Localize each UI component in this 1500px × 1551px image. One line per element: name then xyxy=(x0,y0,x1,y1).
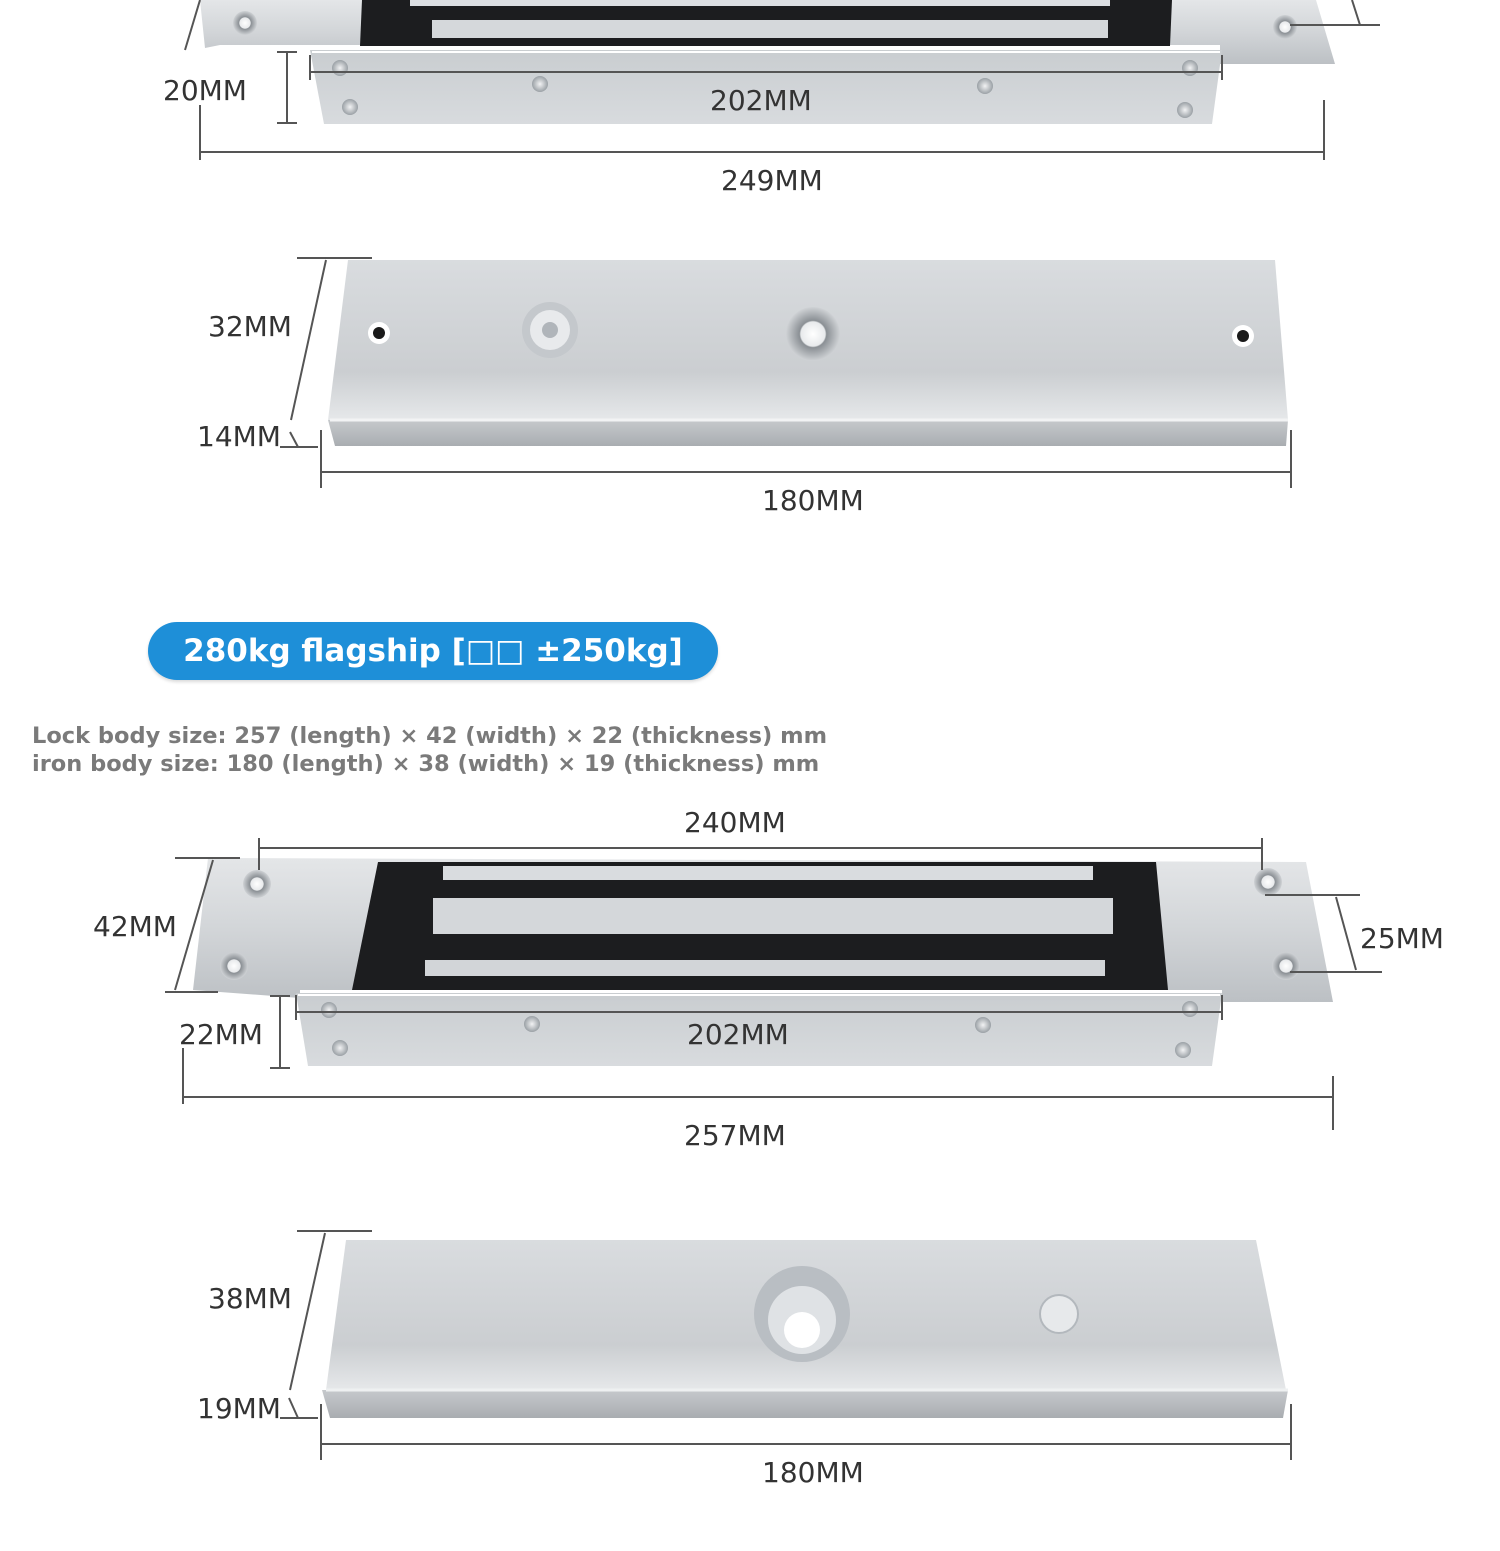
armature-plate-1 xyxy=(328,260,1288,446)
pole-span-dimension-label: 202MM xyxy=(710,84,812,117)
model-badge: 280kg flagship [□□ ±250kg] xyxy=(148,622,718,680)
armature-length-dimension-label: 180MM xyxy=(762,484,864,517)
armature-plate-2 xyxy=(322,1240,1288,1418)
total-length-dimension-label-2: 257MM xyxy=(684,1119,786,1152)
hole-span-dimension-label: 240MM xyxy=(684,806,786,839)
iron-body-size-spec: iron body size: 180 (length) × 38 (width) × 19 (thickness) mm xyxy=(32,751,820,777)
armature-thickness-dimension-label: 14MM xyxy=(197,420,281,453)
armature-width-dimension-label: 32MM xyxy=(208,310,292,343)
height-dimension-label: 20MM xyxy=(163,74,247,107)
lock-body-size-spec: Lock body size: 257 (length) × 42 (width) × 22 (thickness) mm xyxy=(32,723,828,749)
armature-length-dimension-label-2: 180MM xyxy=(762,1456,864,1489)
width-dimension-label: 42MM xyxy=(93,910,177,943)
armature-width-dimension-label-2: 38MM xyxy=(208,1282,292,1315)
armature-thickness-dimension-label-2: 19MM xyxy=(197,1392,281,1425)
pole-span-dimension-label-2: 202MM xyxy=(687,1018,789,1051)
total-length-dimension-label: 249MM xyxy=(721,164,823,197)
height-dimension-label-2: 22MM xyxy=(179,1018,263,1051)
hole-spacing-dimension-label: 25MM xyxy=(1360,922,1444,955)
